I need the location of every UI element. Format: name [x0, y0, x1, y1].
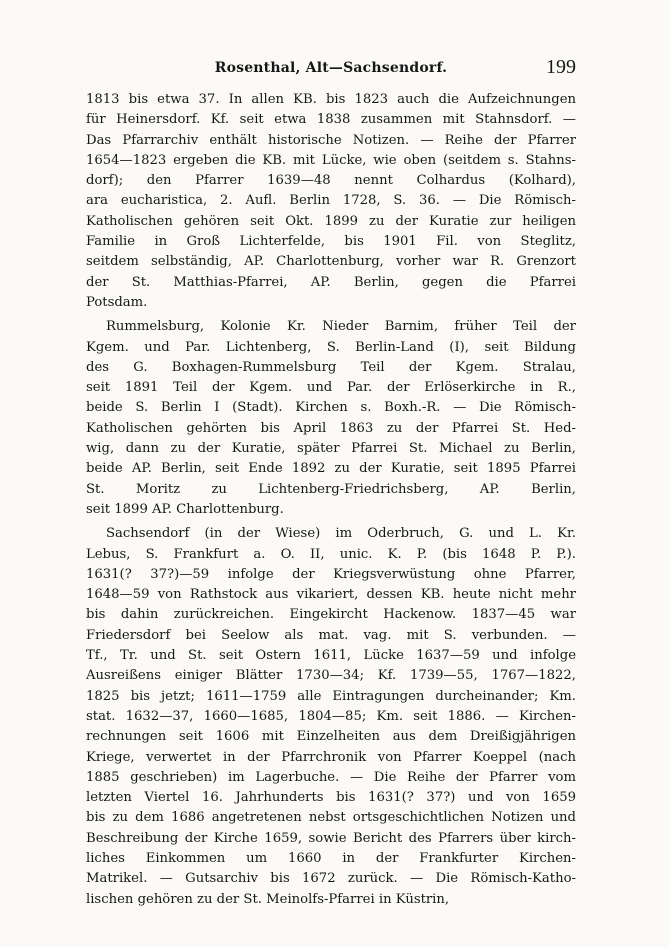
text-line: 1654—1823 ergeben die KB. mit Lücke, wie oben (seitdem s. Stahns- — [86, 152, 576, 168]
body-text — [86, 90, 576, 910]
page-number: 199 — [546, 56, 576, 78]
text-line: stat. 1632—37, 1660—1685, 1804—85; Km. seit 1886. — Kirchen- — [86, 708, 576, 724]
page-header — [86, 50, 576, 80]
text-line: Familie in Groß Lichterfelde, bis 1901 Fil. von Steglitz, — [86, 234, 576, 250]
text-line: dorf); den Pfarrer 1639—48 nennt Colhardus (Kolhard), — [86, 173, 576, 189]
entry-heading-line: Sachsendorf (in der Wiese) im Oderbruch, G. und L. Kr. — [106, 526, 576, 542]
text-line: bis zu dem 1686 angetretenen nebst ortsgeschichtlichen Notizen und — [86, 810, 576, 826]
paragraph-rosenthal-continued — [86, 90, 576, 313]
text-line: Ausreißens einiger Blätter 1730—34; Kf. 1739—55, 1767—1822, — [86, 668, 576, 684]
text-line: Kriege, verwertet in der Pfarrchronik von Pfarrer Koeppel (nach — [86, 749, 576, 765]
text-line: Lebus, S. Frankfurt a. O. II, unic. K. P. (bis 1648 P. P.). — [86, 546, 576, 562]
running-title: Rosenthal, Alt—Sachsendorf. — [214, 60, 448, 76]
text-line: beide S. Berlin I (Stadt). Kirchen s. Boxh.-R. — Die Römisch- — [86, 400, 576, 416]
text-line: Beschreibung der Kirche 1659, sowie Bericht des Pfarrers über kirch- — [86, 830, 576, 846]
text-line: 1648—59 von Rathstock aus vikariert, dessen KB. heute nicht mehr — [86, 587, 576, 603]
text-line: 1825 bis jetzt; 1611—1759 alle Eintragungen durcheinander; Km. — [86, 688, 576, 704]
text-line: Tf., Tr. und St. seit Ostern 1611, Lücke 1637—59 und infolge — [86, 648, 576, 664]
text-line: des G. Boxhagen-Rummelsburg Teil der Kgem. Stralau, — [86, 359, 576, 375]
paragraph-rummelsburg — [86, 317, 576, 520]
entry-heading-line: Rummelsburg, Kolonie Kr. Nieder Barnim, früher Teil der — [106, 319, 576, 335]
text-line: 1813 bis etwa 37. In allen KB. bis 1823 auch die Aufzeichnungen — [86, 92, 576, 107]
text-line: bis dahin zurückreichen. Eingekircht Hackenow. 1837—45 war — [86, 607, 576, 623]
text-line: wig, dann zu der Kuratie, später Pfarrei St. Michael zu Berlin, — [86, 441, 576, 457]
text-line: der St. Matthias-Pfarrei, AP. Berlin, gegen die Pfarrei — [86, 274, 576, 290]
text-line: 1885 geschrieben) im Lagerbuche. — Die Reihe der Pfarrer vom — [86, 769, 576, 785]
text-line: für Heinersdorf. Kf. seit etwa 1838 zusammen mit Stahnsdorf. — — [86, 112, 576, 128]
text-line: seitdem selbständig, AP. Charlottenburg, vorher war R. Grenzort — [86, 254, 576, 270]
text-line: Das Pfarrarchiv enthält historische Notizen. — Reihe der Pfarrer — [86, 132, 576, 148]
text-line: 1631(? 37?)—59 infolge der Kriegsverwüstung ohne Pfarrer, — [86, 566, 576, 582]
text-line: letzten Viertel 16. Jahrhunderts bis 1631(? 37?) und von 1659 — [86, 790, 576, 806]
text-line: beide AP. Berlin, seit Ende 1892 zu der Kuratie, seit 1895 Pfarrei — [86, 461, 576, 477]
text-line: Matrikel. — Gutsarchiv bis 1672 zurück. — Die Römisch-Katho- — [86, 871, 576, 887]
text-line: St. Moritz zu Lichtenberg-Friedrichsberg, AP. Berlin, — [86, 481, 576, 497]
text-line: liches Einkommen um 1660 in der Frankfurter Kirchen- — [86, 850, 576, 866]
text-line: lischen gehören zu der St. Meinolfs-Pfarrei in Küstrin, — [86, 891, 450, 907]
text-line: seit 1891 Teil der Kgem. und Par. der Erlöserkirche in R., — [86, 380, 576, 396]
text-line: seit 1899 AP. Charlottenburg. — [86, 501, 284, 517]
text-line: Katholischen gehörten bis April 1863 zu der Pfarrei St. Hed- — [86, 420, 576, 436]
paragraph-sachsendorf — [86, 524, 576, 910]
text-line: Katholischen gehören seit Okt. 1899 zu der Kuratie zur heiligen — [86, 213, 576, 229]
text-line: Friedersdorf bei Seelow als mat. vag. mit S. verbunden. — — [86, 627, 576, 643]
text-line: Kgem. und Par. Lichtenberg, S. Berlin-Land (I), seit Bildung — [86, 339, 576, 355]
text-line: ara eucharistica, 2. Aufl. Berlin 1728, S. 36. — Die Römisch- — [86, 193, 576, 209]
text-line: rechnungen seit 1606 mit Einzelheiten aus dem Dreißigjährigen — [86, 729, 576, 745]
text-line: Potsdam. — [86, 294, 148, 310]
